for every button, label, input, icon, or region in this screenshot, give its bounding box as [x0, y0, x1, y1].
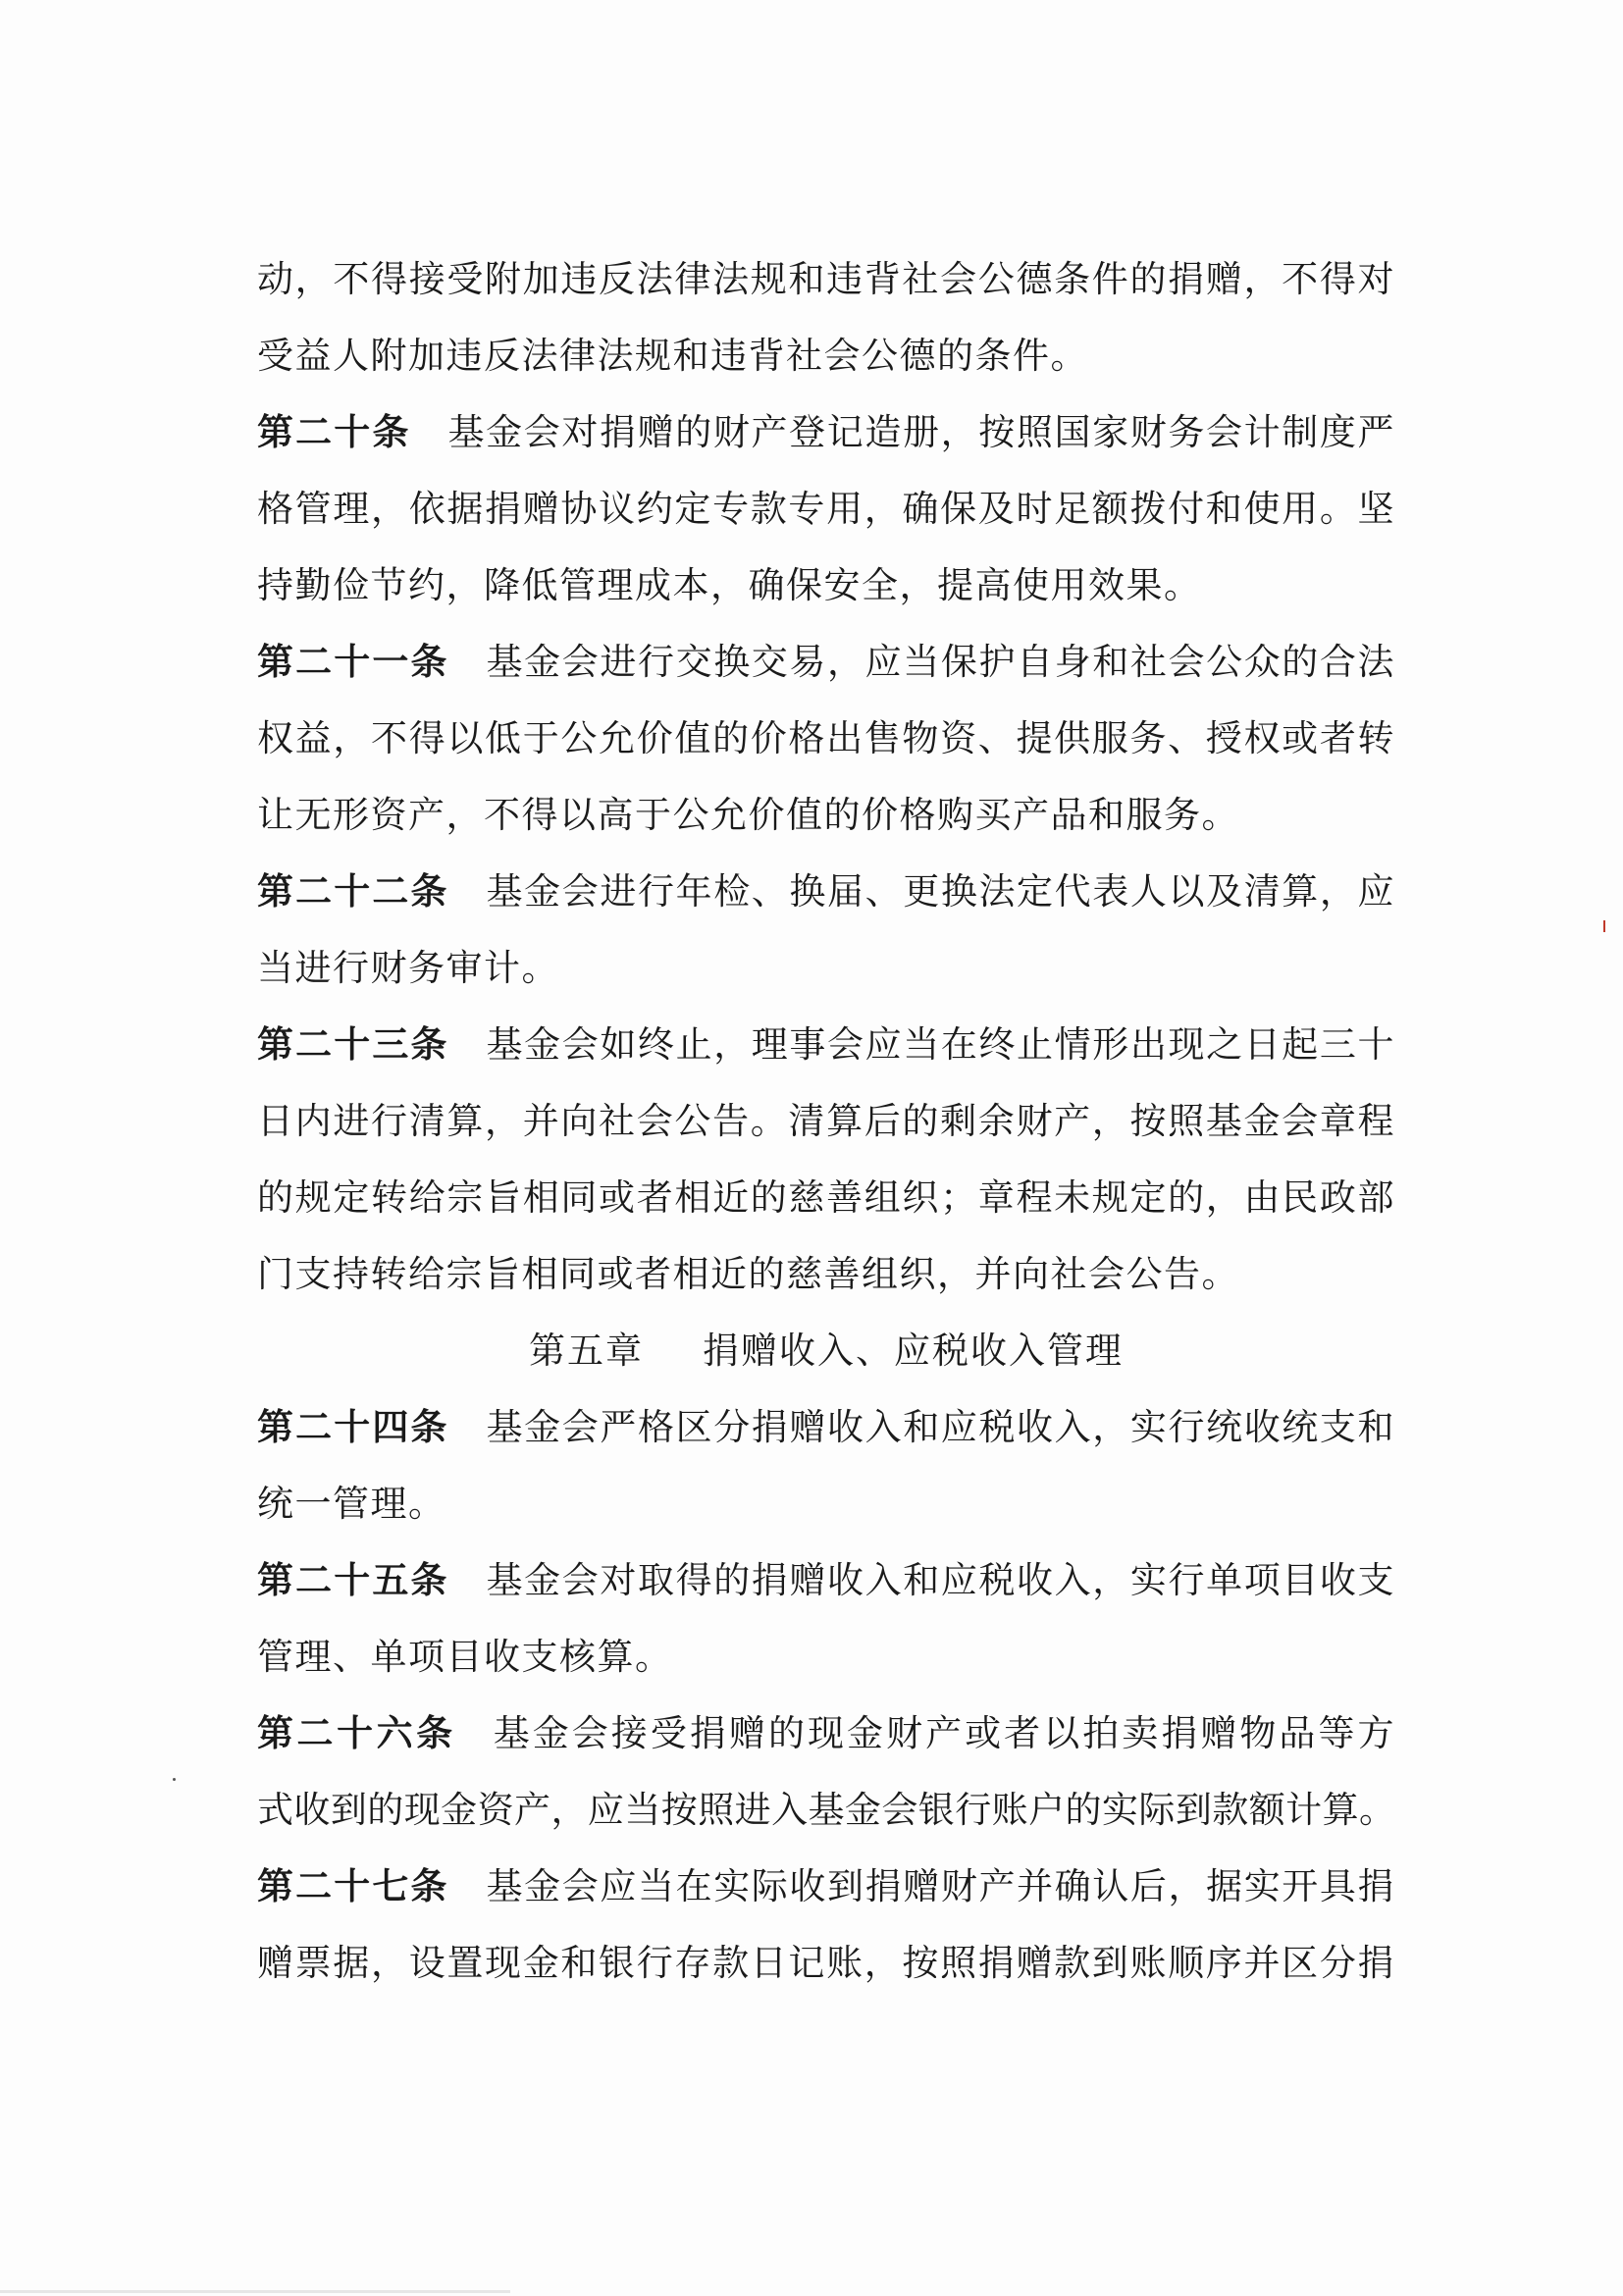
text-line: 受益人附加违反法律法规和违背社会公德的条件。	[257, 335, 1088, 377]
text-line: 动，不得接受附加违反法律法规和违背社会公德条件的捐赠，不得对	[257, 258, 1395, 300]
text-line: 赠票据，设置现金和银行存款日记账，按照捐赠款到账顺序并区分捐	[257, 1942, 1395, 1984]
scan-edge	[0, 2290, 510, 2293]
text-line: 门支持转给宗旨相同或者相近的慈善组织，并向社会公告。	[257, 1253, 1239, 1295]
article-label: 第二十六条	[257, 1712, 456, 1754]
document-body	[257, 241, 1395, 2002]
article-20: 第二十条 基金会对捐赠的财产登记造册，按照国家财务会计制度严	[257, 411, 1395, 453]
chapter-number: 第五章	[529, 1330, 644, 1372]
article-label: 第二十条	[257, 411, 411, 453]
text-line: 的规定转给宗旨相同或者相近的慈善组织；章程未规定的，由民政部	[257, 1176, 1395, 1219]
article-label: 第二十四条	[257, 1406, 449, 1448]
article-25: 第二十五条 基金会对取得的捐赠收入和应税收入，实行单项目收支	[257, 1559, 1396, 1601]
article-label: 第二十五条	[257, 1559, 449, 1601]
chapter-heading	[257, 1313, 1395, 1389]
article-label: 第二十二条	[257, 870, 449, 913]
article-24: 第二十四条 基金会严格区分捐赠收入和应税收入，实行统收统支和	[257, 1406, 1396, 1448]
text-line: 当进行财务审计。	[257, 947, 559, 989]
article-26: 第二十六条 基金会接受捐赠的现金财产或者以拍卖捐赠物品等方	[257, 1712, 1396, 1754]
article-label: 第二十一条	[257, 641, 449, 683]
article-label: 第二十七条	[257, 1865, 449, 1907]
article-27: 第二十七条 基金会应当在实际收到捐赠财产并确认后，据实开具捐	[257, 1865, 1396, 1907]
text-line: 式收到的现金资产，应当按照进入基金会银行账户的实际到款额计算。	[257, 1789, 1395, 1831]
scan-mark	[1603, 920, 1605, 932]
text-line: 日内进行清算，并向社会公告。清算后的剩余财产，按照基金会章程	[257, 1100, 1395, 1142]
text-line: 管理、单项目收支核算。	[257, 1636, 673, 1678]
scan-dot	[173, 1778, 176, 1781]
text-line: 权益，不得以低于公允价值的价格出售物资、提供服务、授权或者转	[257, 717, 1395, 759]
text-line: 持勤俭节约，降低管理成本，确保安全，提高使用效果。	[257, 564, 1202, 606]
article-21: 第二十一条 基金会进行交换交易，应当保护自身和社会公众的合法	[257, 641, 1396, 683]
text-line: 让无形资产，不得以高于公允价值的价格购买产品和服务。	[257, 794, 1239, 836]
text-line: 格管理，依据捐赠协议约定专款专用，确保及时足额拨付和使用。坚	[257, 488, 1395, 530]
article-22: 第二十二条 基金会进行年检、换届、更换法定代表人以及清算，应	[257, 870, 1396, 913]
article-23: 第二十三条 基金会如终止，理事会应当在终止情形出现之日起三十	[257, 1023, 1396, 1066]
chapter-title: 捐赠收入、应税收入管理	[703, 1330, 1124, 1372]
article-label: 第二十三条	[257, 1023, 449, 1066]
text-line: 统一管理。	[257, 1483, 446, 1525]
